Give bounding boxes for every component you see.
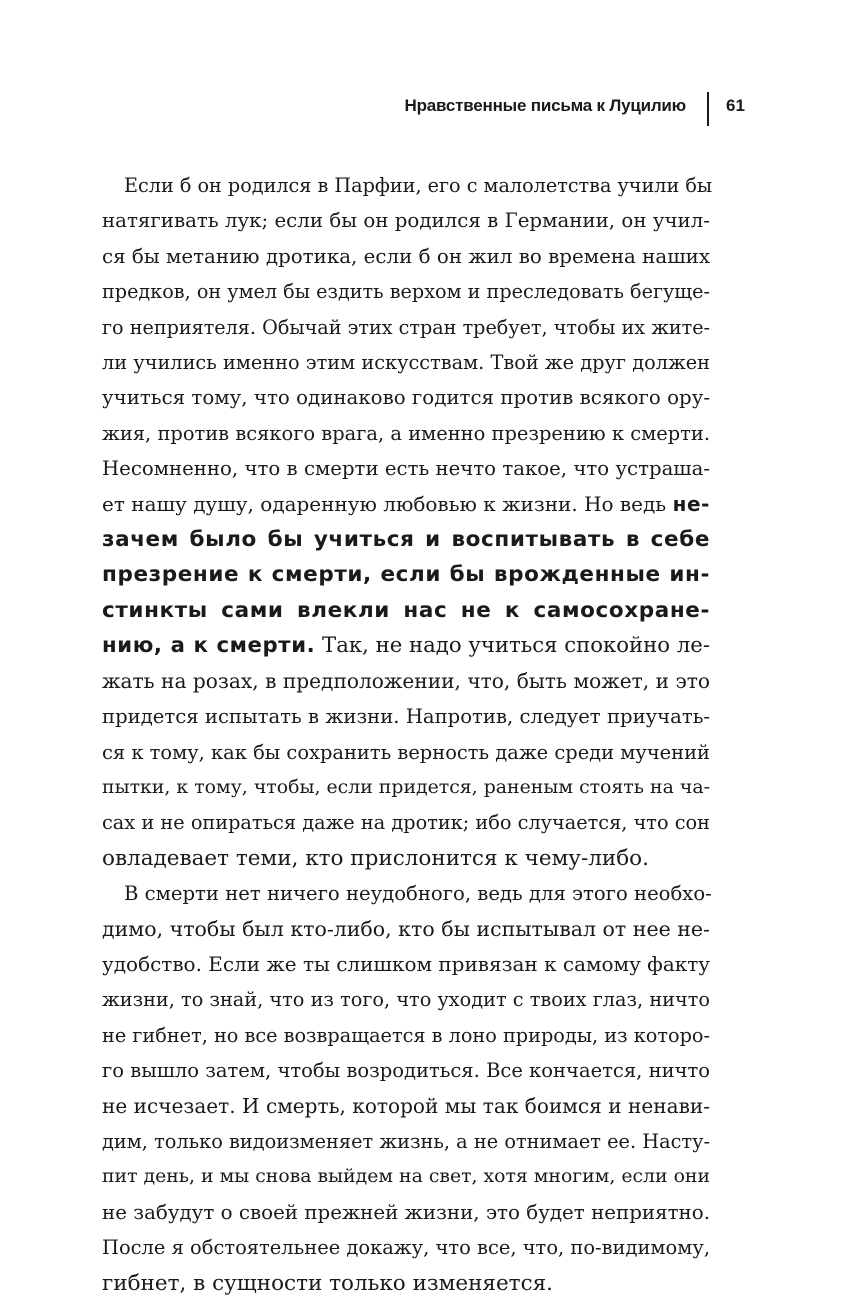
text-segment: го неприятеля. Обычай этих стран требует, чтобы их жите- <box>102 315 710 339</box>
text-line <box>102 805 710 840</box>
text-segment: сах и не опираться даже на дротик; ибо случается, что сон <box>102 811 710 835</box>
text-segment: В смерти нет ничего неудобного, ведь для этого необхо- <box>124 882 712 906</box>
text-segment: предков, он умел бы ездить верхом и преследовать бегуще- <box>102 280 710 304</box>
text-line <box>102 982 710 1017</box>
text-segment: ет нашу душу, одаренную любовью к жизни. Но ведь <box>102 491 673 516</box>
emphasis-text: презрение к смерти, если бы врожденные ин- <box>102 562 710 588</box>
text-line <box>102 1124 710 1159</box>
text-segment: придется испытать в жизни. Напротив, следует приучать- <box>102 705 710 729</box>
text-segment: натягивать лук; если бы он родился в Германии, он учил- <box>102 209 710 233</box>
text-line <box>102 699 710 734</box>
header-divider <box>707 92 709 126</box>
text-line <box>102 664 710 699</box>
text-segment: дим, только видоизменяет жизнь, а не отнимает ее. Насту- <box>102 1129 710 1153</box>
text-segment: жия, против всякого врага, а именно презрению к смерти. <box>102 421 710 445</box>
text-segment: жать на розах, в предположении, что, быть может, и это <box>102 668 710 693</box>
text-line <box>102 239 710 274</box>
text-line <box>102 876 710 911</box>
text-segment: го вышло затем, чтобы возродиться. Все кончается, ничто <box>102 1059 710 1083</box>
text-line <box>102 1018 710 1053</box>
text-line <box>102 735 710 770</box>
text-segment: ся к тому, как бы сохранить верность даже среди мучений <box>102 740 710 764</box>
text-line <box>102 451 710 486</box>
text-line <box>102 1266 710 1301</box>
text-segment: не забудут о своей прежней жизни, это будет неприятно. <box>102 1200 710 1224</box>
text-line <box>102 416 710 451</box>
text-segment: пытки, к тому, чтобы, если придется, раненым стоять на ча- <box>102 775 710 798</box>
text-segment: овладевает теми, кто прислонится к чему-либо. <box>102 845 649 871</box>
text-segment: гибнет, в сущности только изменяется. <box>102 1270 554 1296</box>
text-line <box>102 168 713 203</box>
text-line <box>102 557 710 592</box>
text-segment: После я обстоятельнее докажу, что все, что, по-видимому, <box>102 1236 710 1260</box>
text-line <box>102 274 710 309</box>
text-line <box>102 203 710 238</box>
emphasis-text: нию, а к смерти. <box>102 633 316 659</box>
text-segment: жизни, то знай, что из того, что уходит с твоих глаз, ничто <box>102 988 710 1012</box>
text-line <box>102 345 710 380</box>
emphasis-text: не- <box>672 491 710 516</box>
text-line <box>102 1053 710 1088</box>
text-segment: пит день, и мы снова выйдем на свет, хотя многим, если они <box>102 1166 710 1188</box>
emphasis-text: стинкты сами влекли нас не к самосохране- <box>102 597 710 623</box>
text-segment: ли учились именно этим искусствам. Твой же друг должен <box>102 351 710 375</box>
text-segment: димо, чтобы был кто-либо, кто бы испытывал от нее не- <box>102 916 710 941</box>
text-line <box>102 1089 710 1124</box>
text-line <box>102 947 710 982</box>
text-line <box>102 310 710 345</box>
text-segment: учиться тому, что одинаково годится против всякого ору- <box>102 386 710 410</box>
text-line <box>102 1230 710 1265</box>
text-line <box>102 487 710 522</box>
text-line <box>102 770 710 805</box>
text-line <box>102 380 710 415</box>
emphasis-text: зачем было бы учиться и воспитывать в себе <box>102 527 710 553</box>
body-text <box>102 168 713 1301</box>
text-segment: Несомненно, что в смерти есть нечто такое, что устраша- <box>102 457 710 481</box>
running-title: Нравственные письма к Луцилию <box>404 96 686 115</box>
text-segment: не гибнет, но все возвращается в лоно природы, из которо- <box>102 1023 710 1047</box>
text-segment: Так, не надо учиться спокойно ле- <box>315 633 711 659</box>
text-line <box>102 841 710 876</box>
text-segment: удобство. Если же ты слишком привязан к самому факту <box>102 951 710 976</box>
text-line <box>102 522 710 557</box>
text-line <box>102 912 710 947</box>
text-line <box>102 1159 710 1194</box>
text-segment: не исчезает. И смерть, которой мы так боимся и ненави- <box>102 1093 710 1118</box>
text-line <box>102 628 710 663</box>
text-segment: Если б он родился в Парфии, его с малолетства учили бы <box>124 174 713 197</box>
page-number: 61 <box>726 96 745 115</box>
running-header <box>0 92 844 128</box>
text-segment: ся бы метанию дротика, если б он жил во времена наших <box>102 244 710 268</box>
text-line <box>102 593 710 628</box>
text-line <box>102 1195 710 1230</box>
